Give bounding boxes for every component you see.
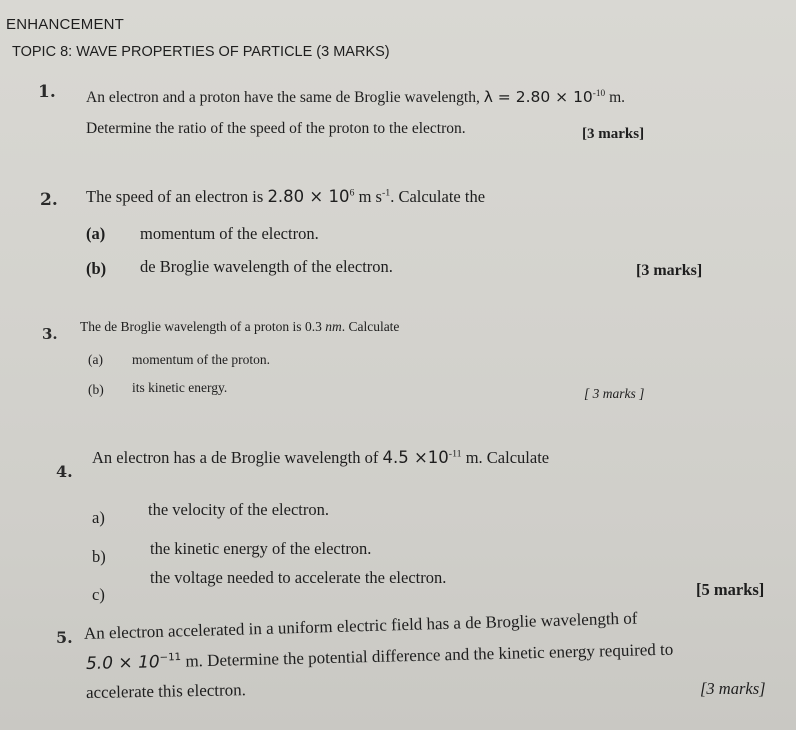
question-2-marks: [3 marks] bbox=[636, 262, 703, 279]
question-3-number: 3. bbox=[42, 325, 58, 343]
question-5-line-1: An electron accelerated in a uniform electric field has a de Broglie wavelength of bbox=[83, 608, 638, 643]
question-1-text: An electron and a proton have the same de Broglie wavelength, bbox=[86, 89, 484, 106]
question-4b-label: b) bbox=[92, 547, 106, 566]
question-4b-text: the kinetic energy of the electron. bbox=[150, 539, 372, 558]
question-5-marks bbox=[700, 679, 766, 699]
question-1-marks: [3 marks] bbox=[582, 126, 645, 142]
question-4-line bbox=[92, 448, 549, 468]
question-3a-label: (a) bbox=[88, 352, 103, 367]
question-5-number: 5. bbox=[56, 628, 73, 647]
question-1-lambda: λ = 2.80 × 10 bbox=[483, 88, 593, 106]
question-1-number: 1. bbox=[38, 82, 56, 102]
question-3b-label: (b) bbox=[88, 382, 104, 397]
question-3-text-end: . Calculate bbox=[341, 319, 400, 334]
question-2-speed-exponent: 6 bbox=[349, 187, 355, 199]
question-4-number: 4. bbox=[56, 462, 73, 481]
question-1-line-1 bbox=[86, 88, 625, 107]
question-3-marks: [ 3 marks ] bbox=[584, 386, 645, 401]
question-2-unit: m s bbox=[354, 187, 382, 206]
question-2-number: 2. bbox=[40, 190, 58, 210]
question-5-marks-text: [3 marks] bbox=[700, 679, 766, 698]
question-5-line-2 bbox=[86, 640, 674, 674]
question-5-line-3: accelerate this electron. bbox=[85, 680, 247, 702]
question-4a-text: the velocity of the electron. bbox=[148, 500, 329, 519]
question-3a-text: momentum of the proton. bbox=[132, 352, 270, 367]
worksheet-header: ENHANCEMENT bbox=[6, 16, 125, 33]
question-4-wavelength-exponent: -11 bbox=[448, 448, 462, 460]
question-4-text: An electron has a de Broglie wavelength of bbox=[92, 448, 383, 467]
question-3-text: The de Broglie wavelength of a proton is 0.3 bbox=[80, 319, 326, 334]
question-2a-label: (a) bbox=[86, 224, 106, 243]
question-2-text: The speed of an electron is bbox=[86, 187, 268, 206]
question-3b-text: its kinetic energy. bbox=[132, 380, 228, 395]
question-4-marks: [5 marks] bbox=[696, 580, 765, 599]
question-4a-label: a) bbox=[92, 508, 105, 527]
question-1-line-2: Determine the ratio of the speed of the proton to the electron. bbox=[86, 120, 466, 137]
question-1-lambda-exponent: -10 bbox=[592, 88, 606, 99]
question-4-wavelength-value: 4.5 ×10 bbox=[382, 448, 449, 467]
topic-title: TOPIC 8: WAVE PROPERTIES OF PARTICLE (3 MARKS) bbox=[12, 44, 390, 60]
question-2-speed-value: 2.80 × 10 bbox=[267, 187, 350, 206]
question-5-wavelength-value: 5.0 × 10 bbox=[85, 652, 160, 674]
question-4c-label: c) bbox=[92, 585, 105, 604]
question-2-text-end: . Calculate the bbox=[390, 187, 486, 206]
question-1-lambda-unit: m. bbox=[605, 89, 626, 106]
question-5-text: m. Determine the potential difference and the kinetic energy required to bbox=[180, 639, 674, 671]
question-2-unit-exponent: -1 bbox=[381, 187, 391, 199]
question-2a-text: momentum of the electron. bbox=[140, 224, 319, 243]
question-2b-text: de Broglie wavelength of the electron. bbox=[140, 257, 393, 276]
question-2-line bbox=[86, 187, 485, 207]
question-2b-label: (b) bbox=[86, 259, 107, 278]
question-3-unit: nm bbox=[325, 319, 342, 334]
question-3-line bbox=[80, 319, 399, 335]
question-5-wavelength-exponent: −11 bbox=[159, 652, 182, 664]
question-4-text-end: m. Calculate bbox=[461, 448, 550, 467]
question-4c-text: the voltage needed to accelerate the electron. bbox=[150, 568, 447, 587]
